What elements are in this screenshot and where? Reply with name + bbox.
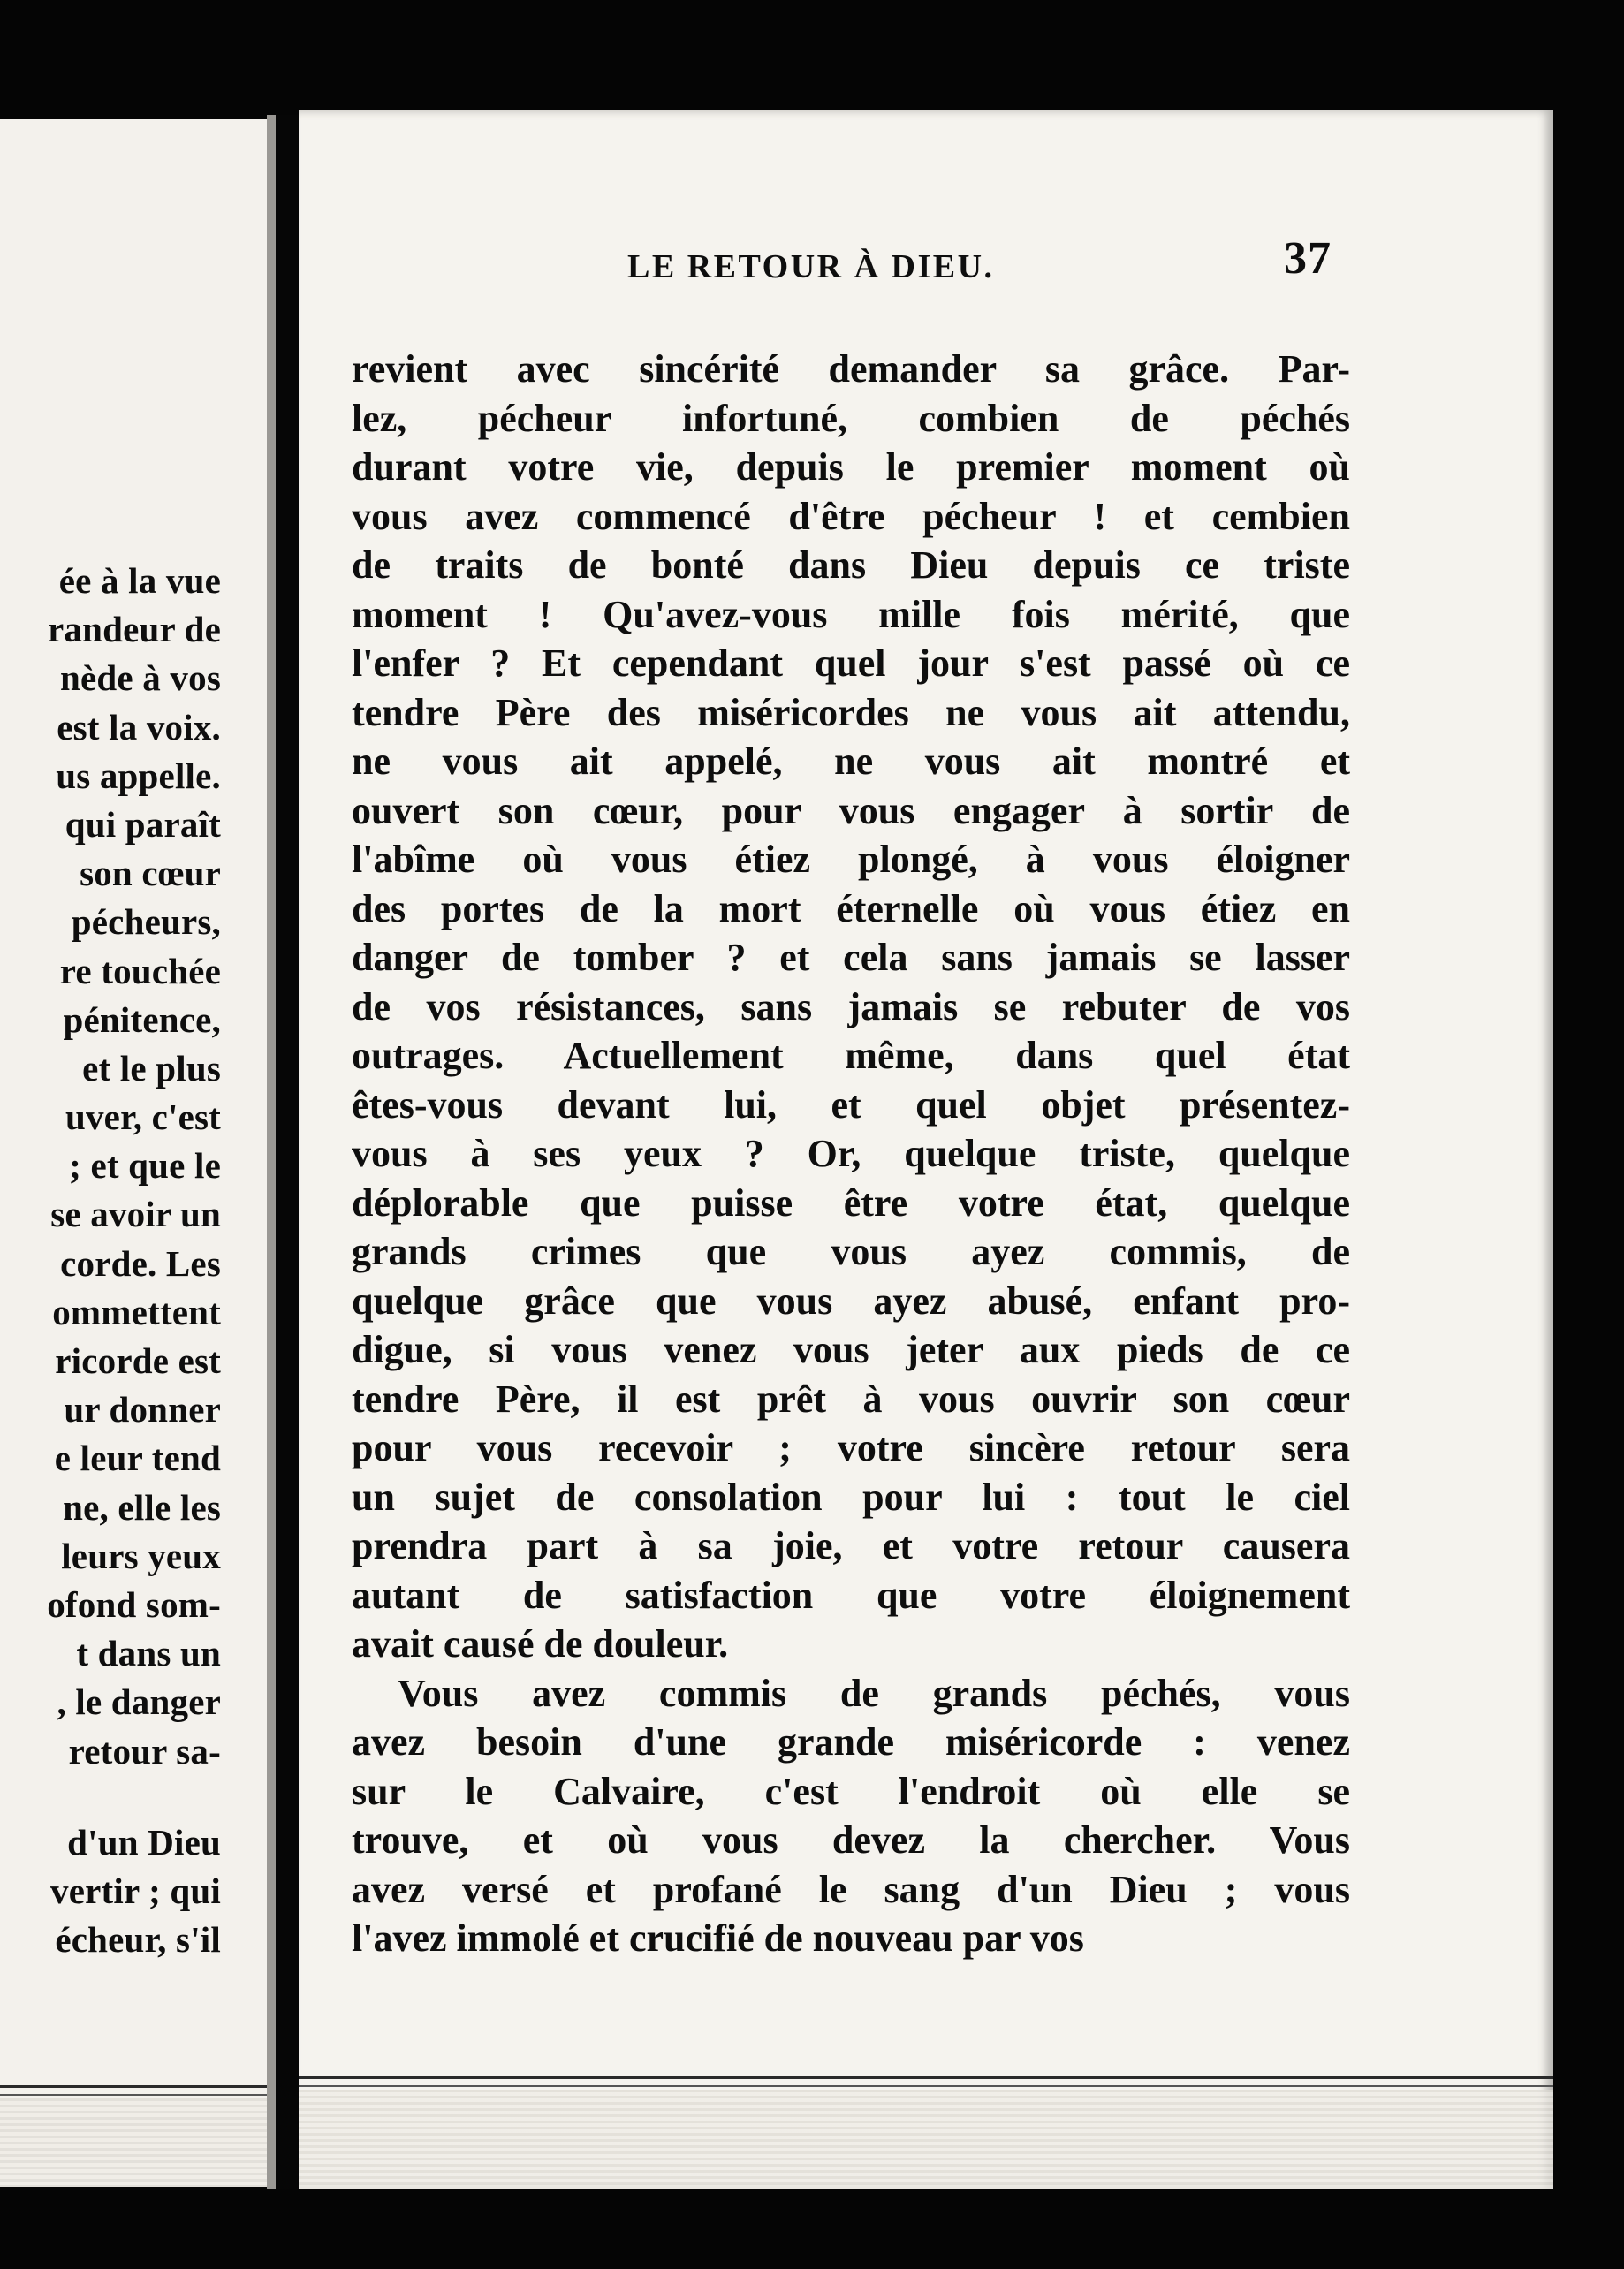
left-page-line: , le danger	[57, 1681, 221, 1723]
text-line: de traits de bonté dans Dieu depuis ce triste	[352, 543, 1350, 587]
text-line: l'avez immolé et crucifié de nouveau par vos	[352, 1916, 1084, 1960]
text-line: déplorable que puisse être votre état, quelque	[352, 1180, 1350, 1225]
left-page-line: est la voix.	[57, 706, 221, 747]
text-line: avait causé de douleur.	[352, 1622, 729, 1666]
left-page-line: re touchée	[59, 950, 221, 991]
text-line: revient avec sincérité demander sa grâce. Par-	[352, 347, 1350, 391]
page-gutter-edge	[267, 115, 276, 2189]
text-line: des portes de la mort éternelle où vous étiez en	[352, 886, 1350, 930]
main-page	[299, 110, 1553, 2189]
left-page-line: randeur de	[47, 609, 221, 650]
left-page-line: ricorde est	[55, 1340, 221, 1381]
left-page-line: nède à vos	[60, 657, 221, 699]
text-line: durant votre vie, depuis le premier moment où	[352, 445, 1350, 489]
text-line: avez besoin d'une grande miséricorde : venez	[352, 1720, 1350, 1764]
body-text	[352, 345, 1350, 1963]
left-page-line: écheur, s'il	[55, 1919, 221, 1961]
text-line: outrages. Actuellement même, dans quel état	[352, 1034, 1350, 1077]
page-gutter	[276, 115, 299, 2189]
left-page-line: qui paraît	[65, 803, 221, 845]
text-line: vous avez commencé d'être pécheur ! et cembien	[352, 494, 1350, 538]
text-line: tendre Père des miséricordes ne vous ait attendu,	[352, 690, 1350, 734]
left-page-line: corde. Les	[60, 1242, 221, 1284]
left-page-line: uver, c'est	[65, 1097, 221, 1138]
left-page-line: e leur tend	[54, 1438, 221, 1479]
page-number: 37	[1284, 233, 1332, 284]
left-page-line: se avoir un	[50, 1194, 221, 1235]
left-page-line: d'un Dieu	[67, 1821, 221, 1863]
text-line: pour vous recevoir ; votre sincère retour sera	[352, 1426, 1350, 1469]
left-page-text	[0, 557, 276, 1964]
left-page-bottom-band	[0, 2098, 276, 2187]
text-line: un sujet de consolation pour lui : tout le ciel	[352, 1475, 1350, 1519]
left-page-line: ne, elle les	[63, 1486, 221, 1528]
text-line: moment ! Qu'avez-vous mille fois mérité, que	[352, 592, 1350, 636]
left-page-line: son cœur	[80, 853, 221, 894]
left-page-line: us appelle.	[56, 755, 221, 796]
text-line: êtes-vous devant lui, et quel objet présentez-	[352, 1082, 1350, 1127]
left-page-line: retour sa-	[68, 1730, 221, 1772]
footer-rule-2	[299, 2085, 1553, 2087]
text-line: tendre Père, il est prêt à vous ouvrir son cœur	[352, 1377, 1350, 1421]
left-footer-rule-2	[0, 2094, 276, 2096]
footer-rule	[299, 2076, 1553, 2079]
left-page-line: ofond som-	[47, 1583, 221, 1625]
text-line: vous à ses yeux ? Or, quelque triste, quelque	[352, 1132, 1350, 1175]
left-page-line: ée à la vue	[58, 560, 221, 601]
text-line: sur le Calvaire, c'est l'endroit où elle se	[352, 1769, 1350, 1813]
left-page-line: ur donner	[64, 1389, 221, 1430]
text-line: lez, pécheur infortuné, combien de péchés	[352, 396, 1350, 440]
left-page-line: pénitence,	[63, 998, 221, 1040]
left-facing-page	[0, 119, 276, 2187]
left-page-line: et le plus	[82, 1047, 221, 1089]
text-line: l'enfer ? Et cependant quel jour s'est passé où ce	[352, 641, 1350, 685]
text-line: quelque grâce que vous ayez abusé, enfant pro-	[352, 1279, 1350, 1323]
text-line: de vos résistances, sans jamais se rebuter de vos	[352, 984, 1350, 1028]
left-footer-rule	[0, 2085, 276, 2088]
text-line: Vous avez commis de grands péchés, vous	[398, 1671, 1350, 1715]
page-bottom-band	[299, 2090, 1553, 2189]
text-line: grands crimes que vous ayez commis, de	[352, 1230, 1350, 1273]
left-page-line: pécheurs,	[71, 901, 221, 943]
left-page-line: ommettent	[52, 1291, 221, 1332]
text-line: autant de satisfaction que votre éloignement	[352, 1573, 1350, 1617]
left-page-line: t dans un	[76, 1633, 221, 1674]
text-line: trouve, et où vous devez la chercher. Vous	[352, 1818, 1350, 1862]
text-line: ne vous ait appelé, ne vous ait montré et	[352, 740, 1350, 783]
text-line: l'abîme où vous étiez plongé, à vous éloigner	[352, 838, 1350, 881]
text-line: digue, si vous venez vous jeter aux pieds de ce	[352, 1328, 1350, 1371]
left-page-line: leurs yeux	[61, 1535, 221, 1576]
left-page-line: ; et que le	[69, 1145, 221, 1187]
running-title: LE RETOUR À DIEU.	[627, 248, 995, 285]
text-line: ouvert son cœur, pour vous engager à sortir de	[352, 788, 1350, 832]
text-line: prendra part à sa joie, et votre retour causera	[352, 1524, 1350, 1567]
text-line: avez versé et profané le sang d'un Dieu ; vous	[352, 1867, 1350, 1911]
left-page-line: vertir ; qui	[50, 1870, 221, 1911]
text-line: danger de tomber ? et cela sans jamais se lasser	[352, 936, 1350, 979]
